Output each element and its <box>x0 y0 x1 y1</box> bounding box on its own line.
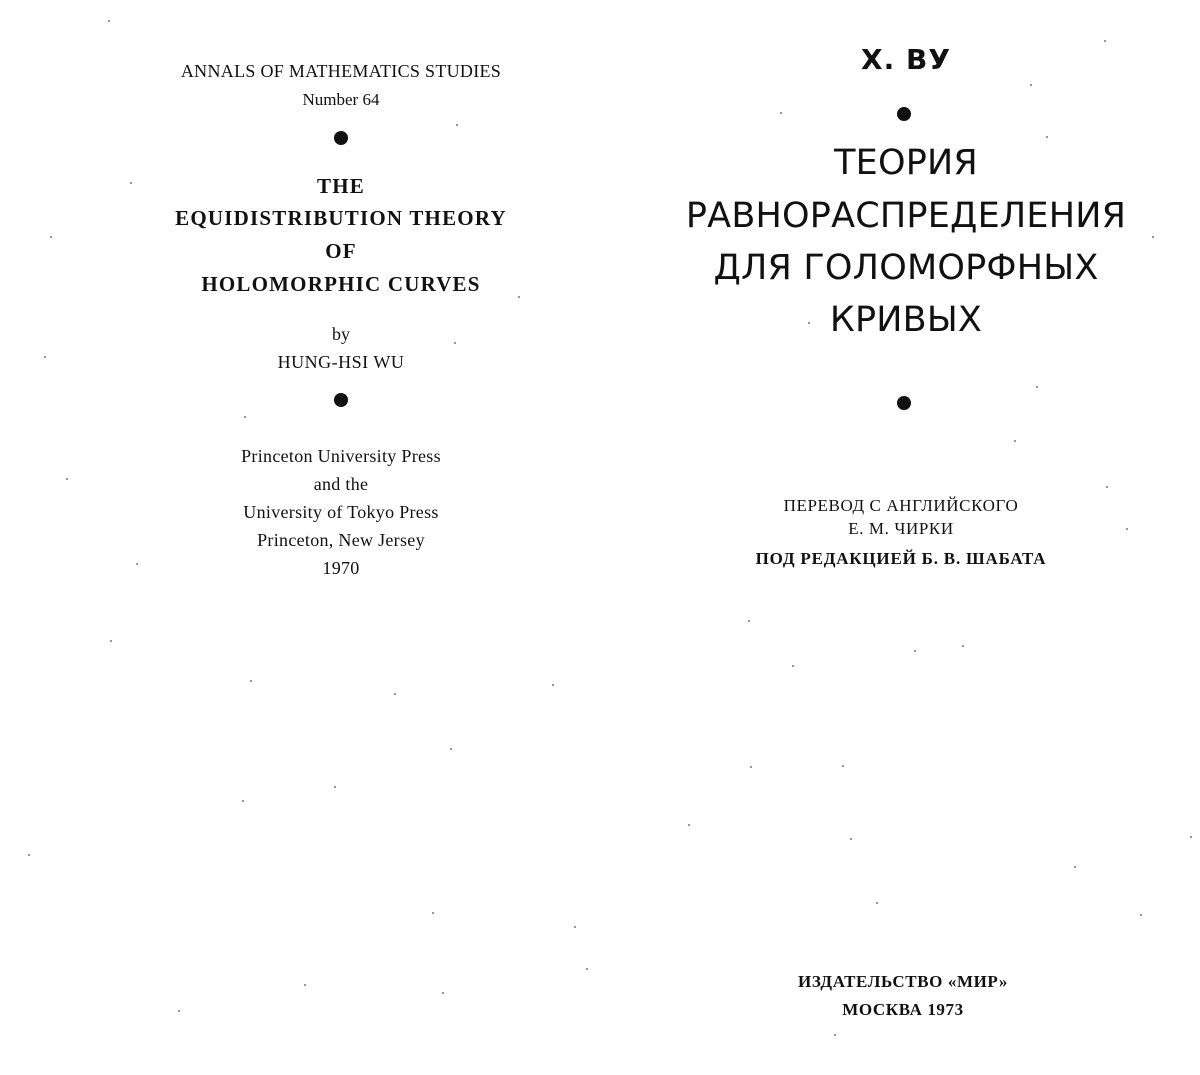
publisher-line-2: and the <box>313 474 369 494</box>
author-name-ru: Х. ВУ <box>861 43 951 76</box>
series-number: Number 64 <box>302 90 380 109</box>
translator-name: Е. М. ЧИРКИ <box>848 519 954 538</box>
author-name: HUNG-HSI WU <box>277 352 405 372</box>
bullet-ornament <box>897 107 911 121</box>
title-line-1: THE <box>317 174 365 198</box>
series-title: ANNALS OF MATHEMATICS STUDIES <box>180 61 502 81</box>
publication-year: 1970 <box>322 558 360 578</box>
title-line-4-ru: КРИВЫХ <box>829 300 983 340</box>
russian-title-page <box>680 0 1200 1075</box>
publisher-imprint: ИЗДАТЕЛЬСТВО «МИР» <box>798 972 1008 991</box>
publisher-line-1: Princeton University Press <box>241 446 441 466</box>
editor-credit: ПОД РЕДАКЦИЕЙ Б. В. ШАБАТА <box>755 549 1047 568</box>
bullet-ornament <box>334 131 348 145</box>
bullet-ornament <box>897 396 911 410</box>
bullet-ornament <box>334 393 348 407</box>
title-line-2: EQUIDISTRIBUTION THEORY <box>175 206 507 230</box>
title-line-1-ru: ТЕОРИЯ <box>834 143 978 183</box>
city-year-imprint: МОСКВА 1973 <box>842 1000 964 1019</box>
title-line-2-ru: РАВНОРАСПРЕДЕЛЕНИЯ <box>685 196 1127 236</box>
title-line-3: OF <box>325 239 357 263</box>
title-line-3-ru: ДЛЯ ГОЛОМОРФНЫХ <box>713 248 1099 288</box>
translation-credit: ПЕРЕВОД С АНГЛИЙСКОГО <box>783 496 1019 515</box>
by-label: by <box>332 324 350 344</box>
title-line-4: HOLOMORPHIC CURVES <box>201 272 481 296</box>
publisher-line-3: University of Tokyo Press <box>243 502 439 522</box>
publisher-line-4: Princeton, New Jersey <box>257 530 425 550</box>
